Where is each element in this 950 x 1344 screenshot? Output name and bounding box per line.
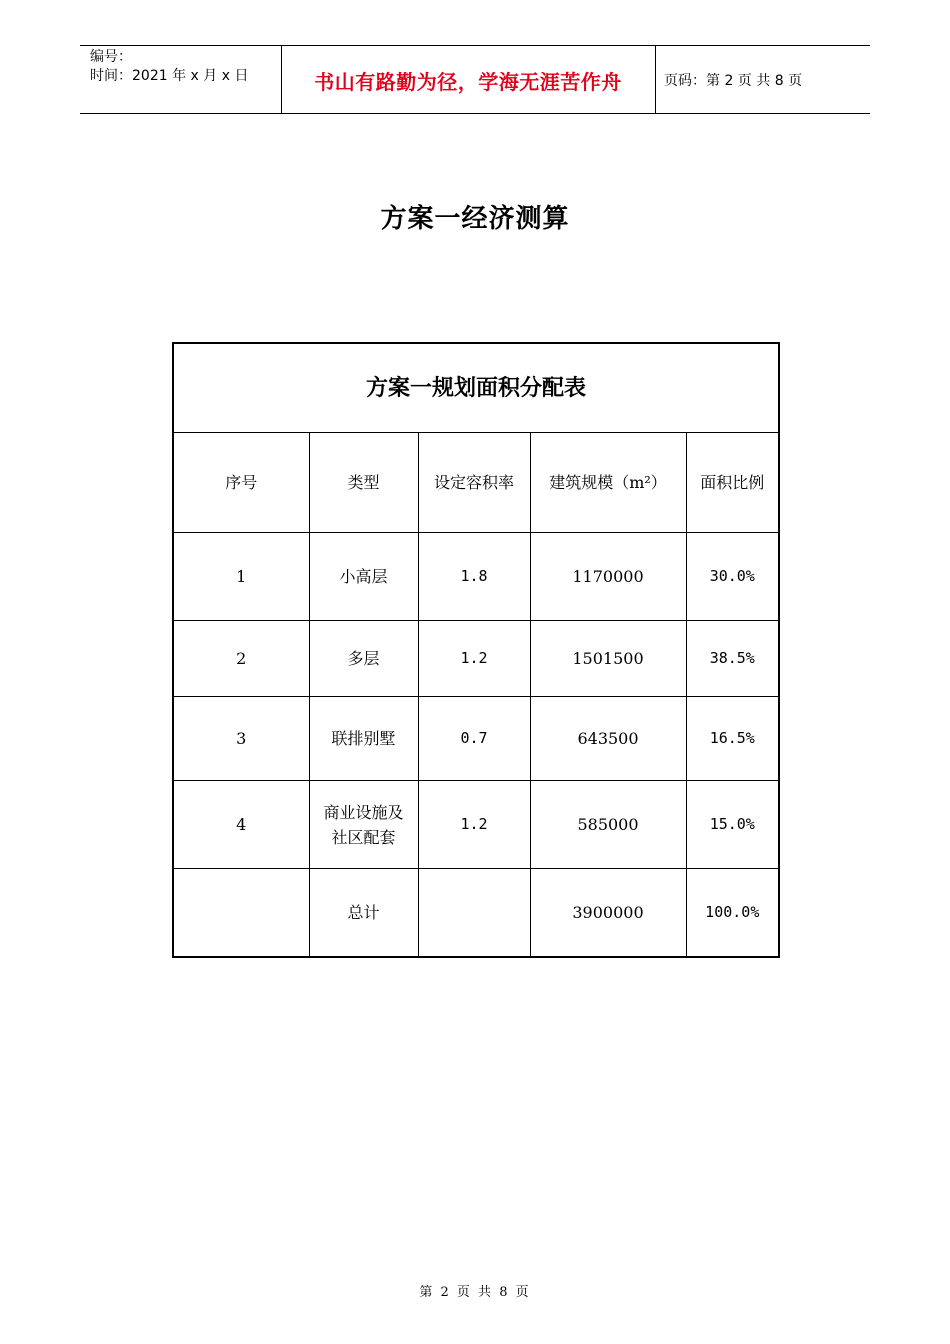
- cell-floor-area: 585000: [530, 781, 686, 869]
- table-total-row: [173, 869, 779, 957]
- cell-far: 1.2: [418, 621, 530, 697]
- cell-far: 1.2: [418, 781, 530, 869]
- col-header-far: 设定容积率: [418, 433, 530, 533]
- cell-type: 联排别墅: [309, 697, 418, 781]
- cell-index: 3: [173, 697, 309, 781]
- document-title: 方案一经济测算: [380, 204, 570, 234]
- col-header-type: 类型: [309, 433, 418, 533]
- cell-index: 1: [173, 533, 309, 621]
- header-bottom-rule: [80, 113, 870, 114]
- col-header-index: 序号: [173, 433, 309, 533]
- cell-ratio: 30.0%: [686, 533, 779, 621]
- cell-far: 0.7: [418, 697, 530, 781]
- cell-ratio: 38.5%: [686, 621, 779, 697]
- header-top-rule: [80, 45, 870, 46]
- table-row: [173, 533, 779, 621]
- cell-type: 商业设施及社区配套: [309, 781, 418, 869]
- cell-floor-area: 3900000: [530, 869, 686, 957]
- cell-far: [418, 869, 530, 957]
- table-row: [173, 621, 779, 697]
- table-header-row: [173, 433, 779, 533]
- cell-type: 小高层: [309, 533, 418, 621]
- header-page-label: 页码：第 2 页 共 8 页: [664, 73, 803, 89]
- col-header-ratio: 面积比例: [686, 433, 779, 533]
- table-row: [173, 781, 779, 869]
- doc-date-label: 时间：2021 年 x 月 x 日: [90, 68, 249, 84]
- cell-ratio: 100.0%: [686, 869, 779, 957]
- cell-index: 4: [173, 781, 309, 869]
- header-meta: [90, 48, 248, 86]
- table-row: [173, 697, 779, 781]
- header-motto: 书山有路勤为径，学海无涯苦作舟: [314, 70, 622, 94]
- cell-type: 总计: [309, 869, 418, 957]
- cell-type: 多层: [309, 621, 418, 697]
- cell-far: 1.8: [418, 533, 530, 621]
- area-allocation-table: [172, 342, 780, 958]
- table-title: 方案一规划面积分配表: [173, 343, 779, 433]
- cell-index: 2: [173, 621, 309, 697]
- cell-ratio: 16.5%: [686, 697, 779, 781]
- page-footer: 第 2 页 共 8 页: [419, 1285, 531, 1300]
- col-header-floor-area: 建筑规模（m²）: [530, 433, 686, 533]
- cell-ratio: 15.0%: [686, 781, 779, 869]
- cell-floor-area: 643500: [530, 697, 686, 781]
- cell-floor-area: 1501500: [530, 621, 686, 697]
- doc-number-label: 编号：: [90, 49, 132, 65]
- cell-index: [173, 869, 309, 957]
- header-divider: [655, 45, 656, 114]
- cell-floor-area: 1170000: [530, 533, 686, 621]
